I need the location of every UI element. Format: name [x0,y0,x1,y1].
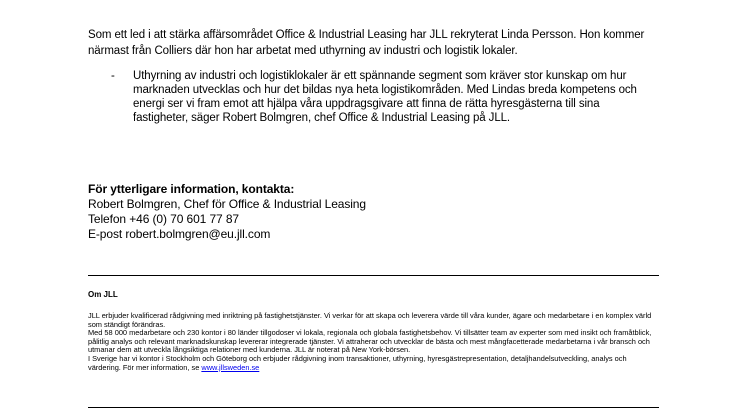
contact-name: Robert Bolmgren, Chef för Office & Industrial Leasing [88,197,366,211]
about-section [88,312,658,372]
about-paragraph-3-text: I Sverige har vi kontor i Stockholm och Göteborg och erbjuder rådgivning inom transaktioner, uthyrning, hyresgästrepresentation, detaljhandelsutveckling, analys och värdering. För mer information, se [88,353,627,372]
contact-block [88,182,366,242]
about-paragraph-1: JLL erbjuder kvalificerad rådgivning med inriktning på fastighetstjänster. Vi verkar för att skapa och leverera värde till våra kunder, ägare och medarbetare i en komplex värld som ständigt förändras. [88,311,652,329]
about-title: Om JLL [88,290,118,299]
contact-phone: Telefon +46 (0) 70 601 77 87 [88,212,239,226]
website-link[interactable]: www.jllsweden.se [201,362,260,372]
intro-paragraph: Som ett led i att stärka affärsområdet Office & Industrial Leasing har JLL rekryterat Linda Persson. Hon kommer närmast från Colliers där hon har arbetat med uthyrning av industri och logistik lokaler. [88,29,645,57]
contact-heading: För ytterligare information, kontakta: [88,182,295,196]
quote-bullet: - [111,70,115,82]
divider-top [88,275,659,276]
about-paragraph-2: Med 58 000 medarbetare och 230 kontor i 80 länder tillgodoser vi lokala, regionala och globala fastighetsbehov. Vi tillsätter team av experter som med insikt och framåtblick, pålitlig analys och relevant marknadskunskap levererar integrerade tjänster. Vi attraherar och utvecklar de bästa och mest mångfacetterade medarbetarna i vår bransch och utmanar dem att utveckla långsiktiga relationer med kunderna. JLL är noterat på New York-börsen. [88,328,652,355]
divider-bottom [88,407,659,408]
about-paragraph-3 [88,355,658,372]
contact-email: E-post robert.bolmgren@eu.jll.com [88,227,271,241]
quote-paragraph: Uthyrning av industri och logistiklokaler är ett spännande segment som kräver stor kunskap om hur marknaden utvecklas och hur det bildas nya heta logistikområden. Med Lindas breda kompetens och energi ser vi fram emot att hjälpa våra uppdragsgivare att finna de rätta hyresgästerna till sina fastigheter, säger Robert Bolmgren, chef Office & Industrial Leasing på JLL. [133,70,637,124]
